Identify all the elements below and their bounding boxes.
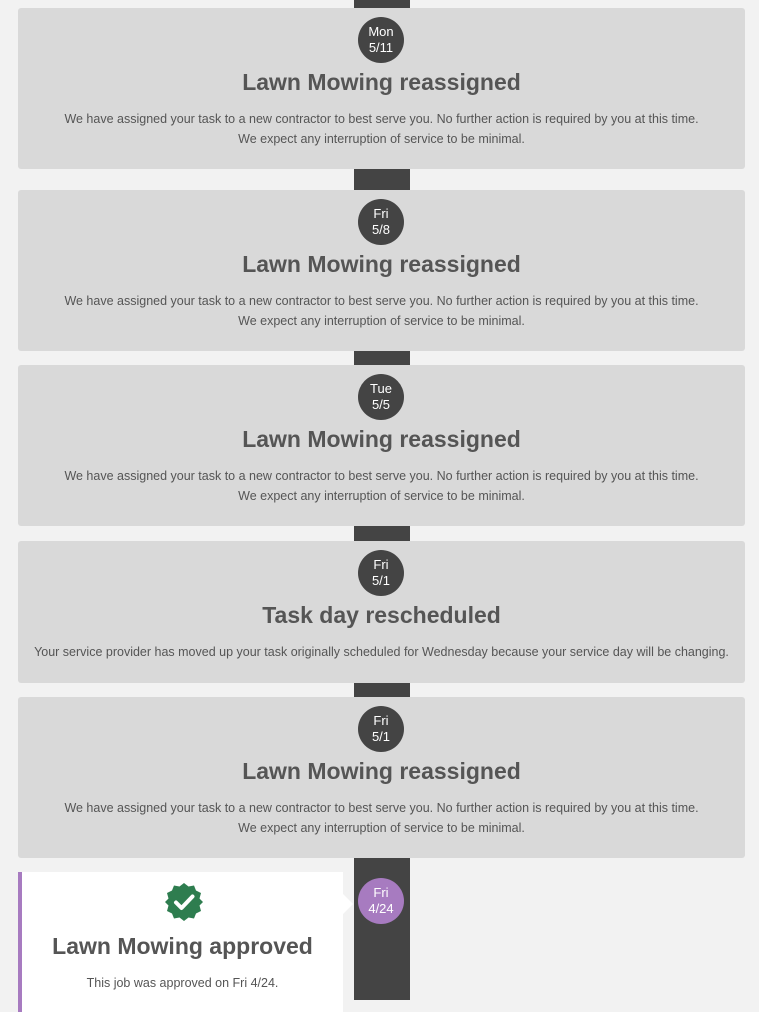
date-badge: [358, 374, 404, 420]
date-badge: [358, 17, 404, 63]
event-description: We have assigned your task to a new contractor to best serve you. No further action is required by you at this time. We expect any interruption of service to be minimal.: [64, 112, 699, 146]
event-title: Lawn Mowing reassigned: [242, 426, 521, 452]
date-badge: [358, 706, 404, 752]
date-badge-date: 5/5: [371, 397, 391, 412]
event-description: Your service provider has moved up your task originally scheduled for Wednesday because your service day will be changing.: [34, 645, 729, 659]
date-badge-day: Mon: [368, 24, 394, 39]
date-badge-date: 5/8: [371, 222, 391, 237]
date-badge-day: Fri: [373, 713, 389, 728]
check-badge-icon: [164, 882, 204, 922]
approved-event-card: [18, 872, 343, 1012]
timeline-event-card: [18, 8, 745, 169]
approved-description: This job was approved on Fri 4/24.: [86, 976, 279, 990]
date-badge-date: 5/1: [371, 729, 391, 744]
event-title: Lawn Mowing reassigned: [242, 69, 521, 95]
timeline-event-card: [18, 541, 745, 683]
timeline-event-card: [18, 190, 745, 351]
date-badge-date: 4/24: [368, 901, 394, 916]
date-badge-date: 5/1: [371, 573, 391, 588]
event-title: Task day rescheduled: [262, 602, 501, 628]
event-description: We have assigned your task to a new contractor to best serve you. No further action is required by you at this time. We expect any interruption of service to be minimal.: [64, 294, 699, 328]
date-badge-day: Fri: [373, 206, 389, 221]
date-badge-day: Fri: [373, 885, 389, 900]
timeline-event-card: [18, 365, 745, 526]
timeline-event-card: [18, 697, 745, 858]
date-badge-day: Tue: [370, 381, 392, 396]
event-title: Lawn Mowing reassigned: [242, 758, 521, 784]
event-description: We have assigned your task to a new contractor to best serve you. No further action is required by you at this time. We expect any interruption of service to be minimal.: [64, 801, 699, 835]
approved-date-badge: [358, 878, 404, 924]
event-title: Lawn Mowing reassigned: [242, 251, 521, 277]
date-badge: [358, 550, 404, 596]
date-badge-day: Fri: [373, 557, 389, 572]
approved-title: Lawn Mowing approved: [52, 933, 313, 959]
date-badge-date: 5/11: [368, 40, 394, 55]
event-description: We have assigned your task to a new contractor to best serve you. No further action is required by you at this time. We expect any interruption of service to be minimal.: [64, 469, 699, 503]
date-badge: [358, 199, 404, 245]
